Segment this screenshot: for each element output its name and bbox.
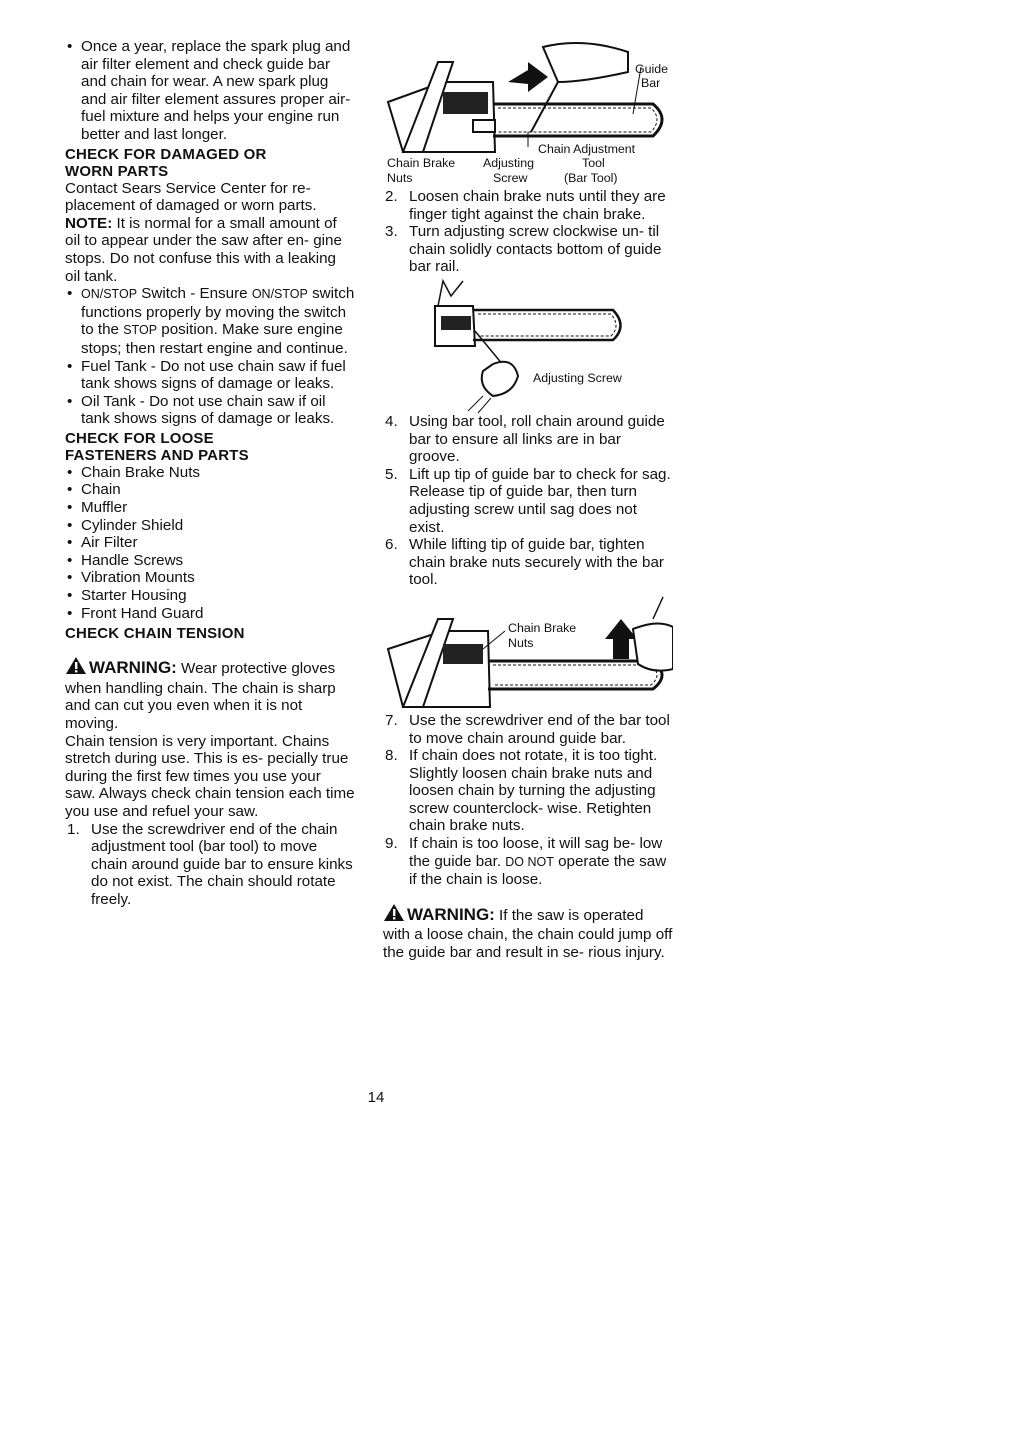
step-number: 8. bbox=[385, 747, 398, 765]
onstop-sc1: ON/STOP bbox=[81, 287, 138, 302]
figure-adjusting-screw bbox=[383, 276, 673, 413]
list-item: • Vibration Mounts bbox=[65, 569, 355, 587]
label-nuts: Nuts bbox=[508, 635, 534, 650]
list-item: • Air Filter bbox=[65, 534, 355, 552]
list-item: • Handle Screws bbox=[65, 552, 355, 570]
damaged-text: Contact Sears Service Center for re- placement of damaged or worn parts. bbox=[65, 179, 317, 215]
warning-paragraph bbox=[65, 656, 355, 732]
label-adjusting: Adjusting bbox=[483, 156, 534, 170]
step-text: Lift up tip of guide bar to check for sag. Release tip of guide bar, then turn adjusting screw until sag does not exist. bbox=[409, 465, 671, 536]
right-column bbox=[383, 42, 673, 962]
tension-heading: CHECK CHAIN TENSION bbox=[65, 625, 245, 643]
label-bar-tool: (Bar Tool) bbox=[564, 171, 618, 185]
step-9 bbox=[383, 835, 673, 889]
step9-t1: If chain is too loose, it will sag be- low the guide bar. bbox=[409, 835, 663, 870]
list-item: • Starter Housing bbox=[65, 587, 355, 605]
step-1 bbox=[65, 821, 355, 909]
step-text: Loosen chain brake nuts until they are finger tight against the chain brake. bbox=[409, 188, 666, 223]
step-number: 7. bbox=[385, 711, 398, 729]
damaged-heading-line1: CHECK FOR DAMAGED OR bbox=[65, 145, 267, 163]
onstop-t2: switch functions properly by moving the switch to the bbox=[81, 285, 355, 339]
list-item: • Muffler bbox=[65, 499, 355, 517]
warning-label: WARNING: bbox=[89, 658, 177, 678]
warning-text: If the saw is operated with a loose chain, the chain could jump off the guide bar and result in se- rious injury. bbox=[383, 906, 673, 962]
tension-text: Chain tension is very important. Chains stretch during use. This is es- pecially true during the first few times you use your saw. Always check chain tension each time you use and refuel your saw. bbox=[65, 732, 355, 820]
list-item: • Cylinder Shield bbox=[65, 517, 355, 535]
step-text: Use the screwdriver end of the bar tool to move chain around guide bar. bbox=[409, 711, 670, 747]
label-bar: Bar bbox=[641, 76, 661, 90]
label-chain-adjustment: Chain Adjustment bbox=[538, 142, 636, 156]
warning-label: WARNING: bbox=[407, 904, 495, 924]
label-nuts: Nuts bbox=[387, 171, 413, 185]
step-number: 2. bbox=[385, 188, 398, 205]
onstop-sc2: ON/STOP bbox=[251, 287, 308, 302]
step-number: 5. bbox=[385, 465, 398, 483]
step-number: 9. bbox=[385, 835, 398, 853]
list-item: • Chain Brake Nuts bbox=[65, 464, 355, 482]
warning-triangle-icon bbox=[65, 656, 87, 680]
intro-bullet: • Once a year, replace the spark plug and air filter element and check guide bar and chain for wear. A new spark plug and air filter element assures proper air-fuel mixture and helps your engine run better and last longer. bbox=[65, 38, 355, 144]
warning-paragraph-2 bbox=[383, 903, 673, 962]
step-5 bbox=[383, 466, 673, 536]
list-item: • Front Hand Guard bbox=[65, 605, 355, 623]
left-column bbox=[65, 38, 355, 909]
warning-triangle-icon bbox=[383, 903, 405, 927]
onstop-sc3: STOP bbox=[123, 323, 158, 338]
figure-chain-adjustment bbox=[383, 42, 673, 188]
step-text: Turn adjusting screw clockwise un- til chain solidly contacts bottom of guide bar rail. bbox=[409, 223, 662, 276]
label-tool: Tool bbox=[582, 156, 605, 170]
figure-chain-brake-nuts bbox=[383, 589, 673, 712]
note-label: NOTE: bbox=[65, 214, 113, 232]
label-screw: Screw bbox=[493, 171, 528, 185]
onstop-t1: Switch - Ensure bbox=[137, 285, 252, 303]
step-number: 6. bbox=[385, 536, 398, 554]
step-2 bbox=[383, 188, 673, 223]
step-8 bbox=[383, 747, 673, 835]
saw-illustration-3 bbox=[383, 589, 673, 712]
step-number: 4. bbox=[385, 412, 398, 430]
step-4 bbox=[383, 413, 673, 466]
list-item: • Chain bbox=[65, 481, 355, 499]
step-text: Using bar tool, roll chain around guide bar to ensure all links are in bar groove. bbox=[409, 412, 665, 466]
loose-heading-line2: FASTENERS AND PARTS bbox=[65, 446, 249, 464]
label-chain-brake: Chain Brake bbox=[508, 620, 577, 635]
onstop-t3: position. Make sure engine stops; then restart engine and continue. bbox=[81, 321, 348, 357]
step-number: 1. bbox=[67, 820, 80, 838]
saw-illustration-1 bbox=[383, 42, 673, 154]
step-text: While lifting tip of guide bar, tighten chain brake nuts securely with the bar tool. bbox=[409, 536, 664, 589]
step-6 bbox=[383, 536, 673, 589]
note-paragraph bbox=[65, 215, 355, 285]
damaged-heading bbox=[65, 146, 355, 180]
step-7 bbox=[383, 712, 673, 747]
step9-sc: DO NOT bbox=[505, 854, 554, 869]
step9-t2: operate the saw if the chain is loose. bbox=[409, 852, 667, 889]
loose-list bbox=[65, 464, 355, 622]
saw-illustration-2 bbox=[383, 276, 673, 413]
label-guide: Guide bbox=[635, 62, 669, 76]
label-adjusting-screw: Adjusting Screw bbox=[533, 370, 622, 385]
fuel-tank-bullet: • Fuel Tank - Do not use chain saw if fuel tank shows signs of damage or leaks. bbox=[65, 358, 355, 393]
step-text: If chain does not rotate, it is too tight. Slightly loosen chain brake nuts and loosen chain by turning the adjusting screw counterclock- wise. Retighten chain brake nuts. bbox=[409, 747, 658, 835]
step-number: 3. bbox=[385, 223, 398, 241]
label-chain-brake: Chain Brake bbox=[387, 156, 456, 170]
onstop-bullet bbox=[65, 285, 355, 357]
step-3 bbox=[383, 223, 673, 276]
step-text: Use the screwdriver end of the chain adjustment tool (bar tool) to move chain around guide bar to ensure kinks do not exist. The chain should rotate freely. bbox=[91, 820, 353, 908]
warning-text: Wear protective gloves when handling chain. The chain is sharp and can cut you even when it is not moving. bbox=[65, 660, 336, 732]
loose-heading-line1: CHECK FOR LOOSE bbox=[65, 429, 214, 447]
damaged-heading-line2: WORN PARTS bbox=[65, 162, 169, 180]
note-text: It is normal for a small amount of oil to appear under the saw after en- gine stops. Do not confuse this with a leaking oil tank. bbox=[65, 214, 342, 285]
oil-tank-bullet: • Oil Tank - Do not use chain saw if oil tank shows signs of damage or leaks. bbox=[65, 393, 355, 428]
loose-heading bbox=[65, 430, 355, 464]
page-number: 14 bbox=[367, 1089, 385, 1106]
